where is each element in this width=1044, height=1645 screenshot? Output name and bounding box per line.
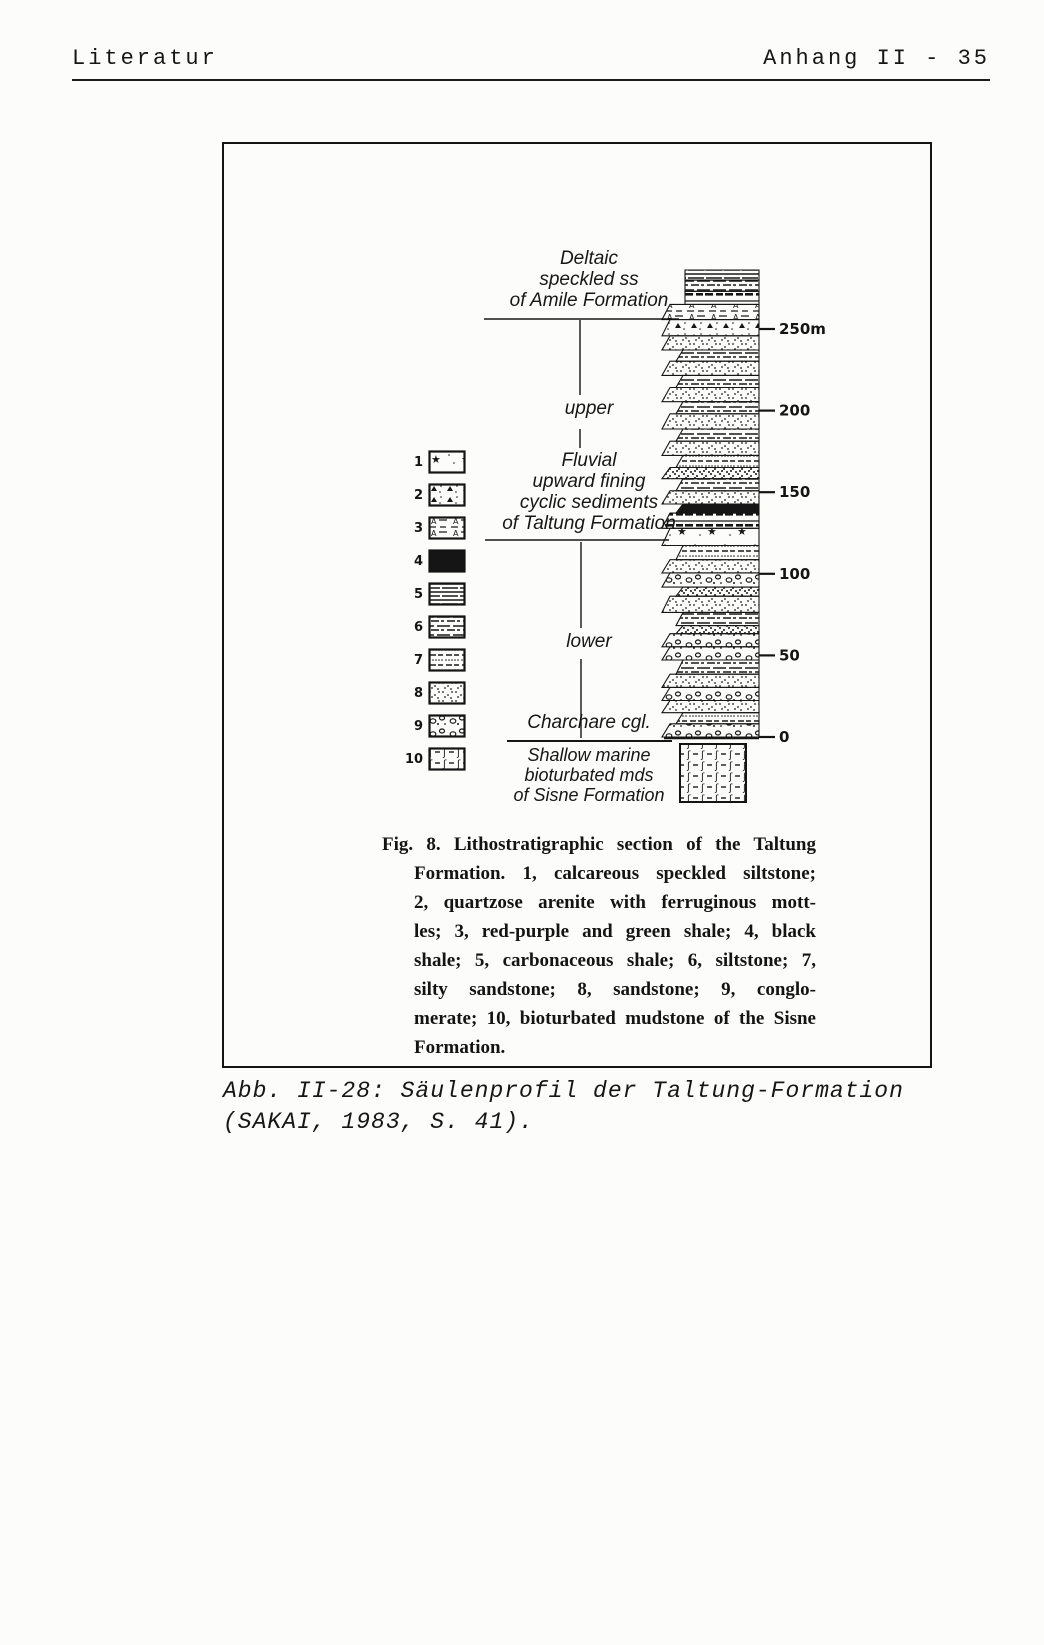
strat-layer-silt [676,660,759,674]
legend-item-black-shale [405,549,475,573]
strat-layer-darkdots [676,587,759,596]
figure-frame [222,142,932,1068]
legend-swatch-ss-icon [428,681,466,705]
label-lower: lower [566,631,612,652]
strat-layer-siltyss [676,546,759,560]
legend-item-calcareous-speckled [405,450,475,474]
strat-layer-silt [676,375,759,387]
caption-line: les; 3, red-purple and green shale; 4, black [414,921,816,942]
caption-line: silty sandstone; 8, sandstone; 9, conglo- [414,979,816,1000]
caption-line: merate; 10, bioturbated mudstone of the Sisne [414,1008,816,1029]
legend-number: 2 [413,487,423,503]
legend-item-bioturbated-mudstone [405,747,475,771]
strat-layer-tri [662,320,759,336]
caption-line: shale; 5, carbonaceous shale; 6, siltstone; 7, [414,950,816,971]
legend-item-sandstone [405,681,475,705]
figure-caption [382,830,816,1062]
legend-number: 6 [413,619,423,635]
scale-ticks [759,320,826,746]
label-sisne-formation: Shallow marine bioturbated mds of Sisne Formation [513,745,665,805]
legend-number: 9 [413,718,423,734]
strat-layer-ss [662,596,759,612]
legend-swatch-tri-icon [428,483,466,507]
label-upper: upper [564,398,614,419]
legend-item-red-purple-and [405,516,475,540]
strat-layer-silt [676,350,759,361]
legend-item-carbonaceous-shale [405,582,475,606]
legend-number: 10 [405,751,424,767]
label-amile-formation: Deltaic speckled ss of Amile Formation [509,248,669,311]
scale-tick-label: 150 [779,483,811,502]
label-charchare-cgl: Charchare cgl. [527,712,651,733]
legend-number: 5 [413,586,423,602]
legend-number: 7 [413,652,423,668]
header-left-title: Literatur [72,46,218,71]
strat-layer-silt [676,612,759,625]
page-header [72,46,990,81]
legend-item-silty-sandstone [405,648,475,672]
legend-number: 8 [413,685,423,701]
scale-tick-label: 0 [779,728,790,746]
scale-tick-label: 200 [779,401,811,420]
figure-caption-german [223,1076,963,1138]
legend-swatch-ashale-icon [428,516,466,540]
strat-layer-ss [662,701,759,713]
legend-swatch-black-icon [428,549,466,573]
legend-item-quartzose-arenite [405,483,475,507]
scale-tick-label: 50 [779,646,800,665]
abb-line: (SAKAI, 1983, S. 41). [223,1109,534,1135]
caption-line: Fig. 8. Lithostratigraphic section of the Taltung [382,834,816,855]
strat-layer-cgl [662,573,759,587]
strat-layer-cgl [662,687,759,700]
strat-layer-ss [662,560,759,573]
legend-swatch-silt-icon [428,615,466,639]
caption-line: Formation. 1, calcareous speckled siltstone; [414,863,816,884]
lithology-legend [405,450,475,780]
caption-line: Formation. [414,1037,506,1058]
legend-item-conglomerate [405,714,475,738]
caption-line: 2, quartzose arenite with ferruginous mott- [414,892,816,913]
legend-number: 3 [413,520,423,536]
label-taltung-formation: Fluvial upward fining cyclic sediments of Taltung Formation [502,450,676,534]
legend-number: 4 [413,553,423,569]
legend-swatch-cgl-icon [428,714,466,738]
header-right-page-number: Anhang II - 35 [763,46,990,71]
strat-layer-ss [662,336,759,350]
legend-swatch-star-icon [428,450,466,474]
legend-swatch-siltyss-icon [428,648,466,672]
scale-tick-label: 100 [779,564,811,583]
scale-tick-label: 250m [779,320,826,338]
legend-item-siltstone [405,615,475,639]
legend-swatch-cshale-icon [428,582,466,606]
strat-layer-silt [676,429,759,441]
strat-layer-ss [662,361,759,375]
legend-swatch-bio-icon [428,747,466,771]
abb-line: Abb. II-28: Säulenprofil der Taltung-Formation [223,1078,904,1104]
strat-layer-ss [662,674,759,687]
legend-number: 1 [413,454,423,470]
